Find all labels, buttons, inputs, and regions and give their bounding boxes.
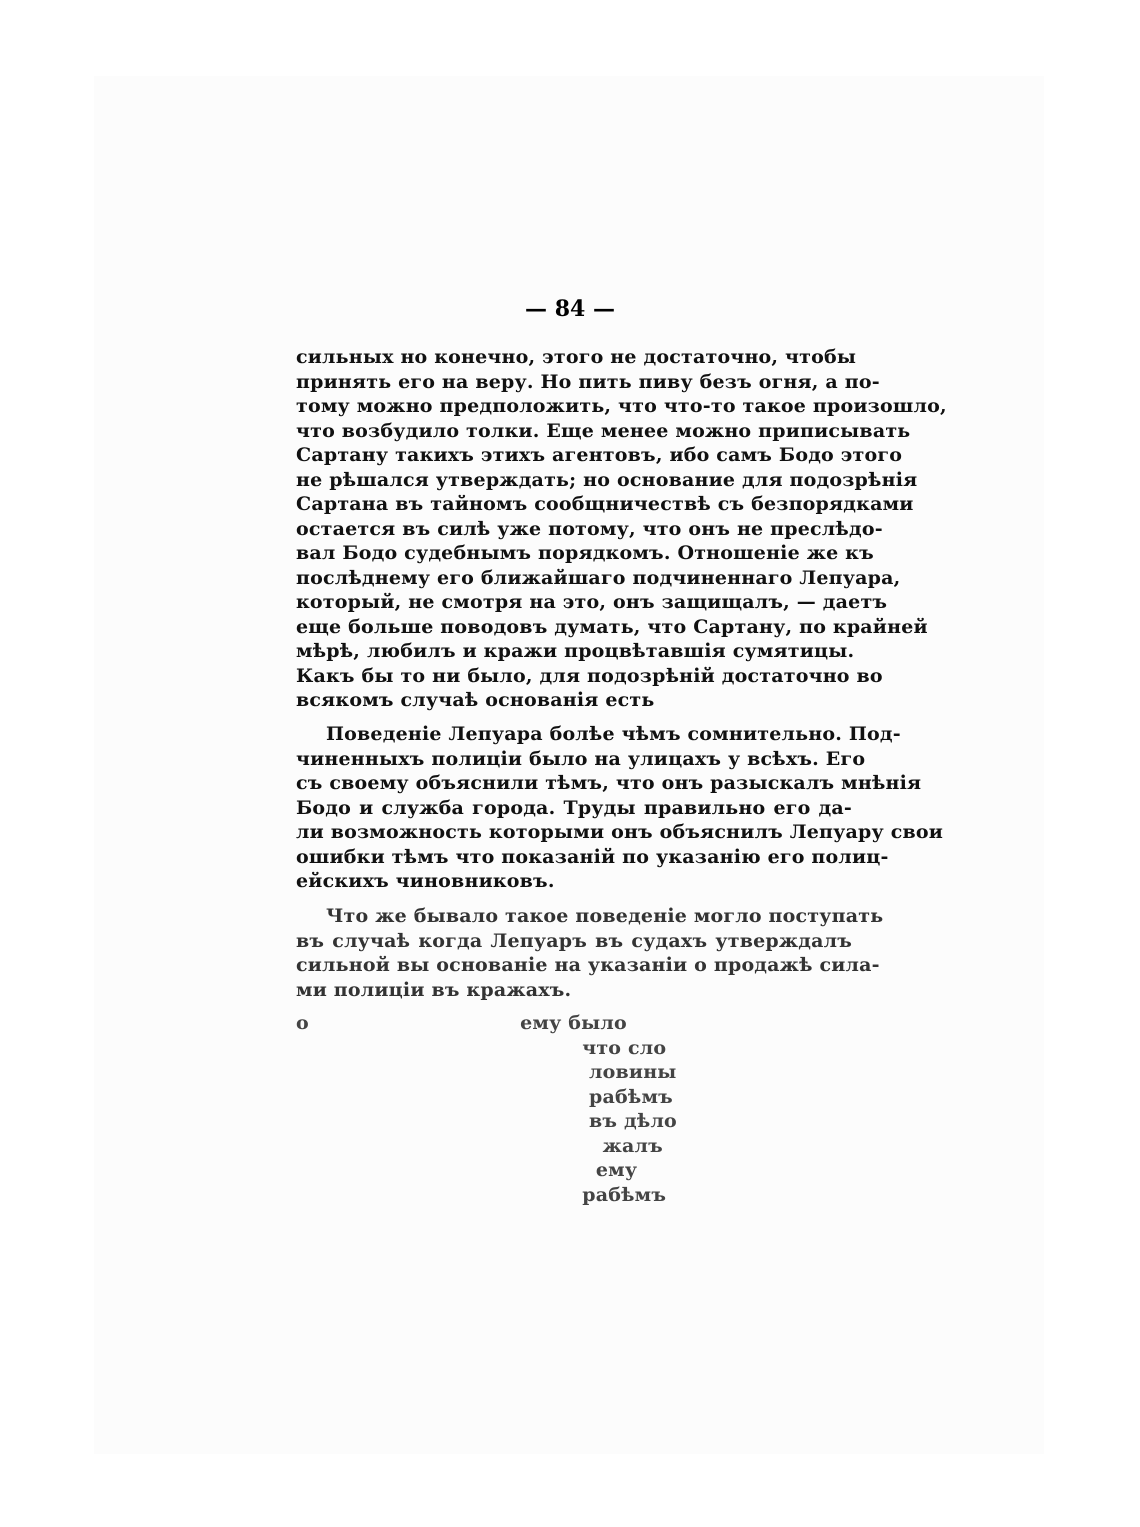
text-line: въ дѣло <box>296 1110 677 1132</box>
text-line: чиненныхъ полиціи было на улицахъ у всѣхъ. Его <box>296 747 866 770</box>
text-line: который, не смотря на это, онъ защищалъ, — даетъ <box>296 591 888 613</box>
text-line: остается въ силѣ уже потому, что онъ не преслѣдо- <box>296 517 883 540</box>
text-line: ми полиціи въ кражахъ. <box>296 978 572 1001</box>
text-line: тому можно предположить, что что-то такое произошло, <box>296 395 947 417</box>
text-line: Бодо и служба города. Труды правильно его да- <box>296 796 852 819</box>
paragraph-3 <box>296 904 884 1002</box>
text-line: ему <box>296 1159 638 1181</box>
paragraph-1 <box>296 345 947 713</box>
text-line: жалъ <box>296 1134 663 1157</box>
text-line: мѣрѣ, любилъ и кражи процвѣтавшія сумятицы. <box>296 640 855 662</box>
text-line: принять его на веру. Но пить пиву безъ огня, а по- <box>296 370 880 393</box>
text-line: что сло <box>296 1036 667 1059</box>
text-line: не рѣшался утверждать; но основание для подозрѣнія <box>296 468 918 491</box>
text-line: ловины <box>296 1061 677 1083</box>
text-line: что возбудило толки. Еще менее можно приписывать <box>296 419 911 442</box>
text-line: Сартана въ тайномъ сообщничествѣ съ безпорядками <box>296 493 914 515</box>
text-line: съ своему объяснили тѣмъ, что онъ разыскалъ мнѣнія <box>296 772 922 794</box>
text-line: Что же бывало такое поведеніе могло поступать <box>326 905 884 927</box>
text-line: въ случаѣ когда Лепуаръ въ судахъ утверждалъ <box>296 929 852 952</box>
paragraph-2 <box>296 722 944 894</box>
text-line: Поведеніе Лепуара болѣе чѣмъ сомнительно. Под- <box>326 723 901 745</box>
text-line: о ему было <box>296 1012 627 1034</box>
text-line: всякомъ случаѣ основанія есть <box>296 689 655 711</box>
text-line: послѣднему его ближайшаго подчиненнаго Лепуара, <box>296 566 901 589</box>
text-line: ейскихъ чиновниковъ. <box>296 870 555 892</box>
text-line: рабѣмъ <box>296 1183 667 1206</box>
paragraph-4-faded <box>296 1011 852 1207</box>
text-line: сильной вы основаніе на указаніи о продажѣ сила- <box>296 954 880 976</box>
text-line: Сартану такихъ этихъ агентовъ, ибо самъ Бодо этого <box>296 444 903 466</box>
text-line: Какъ бы то ни было, для подозрѣній достаточно во <box>296 664 883 687</box>
page-number: — 84 — <box>525 296 615 322</box>
text-line: сильных но конечно, этого не достаточно, чтобы <box>296 346 857 368</box>
text-line: вал Бодо судебнымъ порядкомъ. Отношеніе же къ <box>296 542 874 564</box>
text-line: ошибки тѣмъ что показаній по указанію его полиц- <box>296 845 889 868</box>
text-line: рабѣмъ <box>296 1085 673 1108</box>
text-line: ли возможность которыми онъ объяснилъ Лепуару свои <box>296 821 944 843</box>
text-line: еще больше поводовъ думать, что Сартану, по крайней <box>296 615 928 638</box>
